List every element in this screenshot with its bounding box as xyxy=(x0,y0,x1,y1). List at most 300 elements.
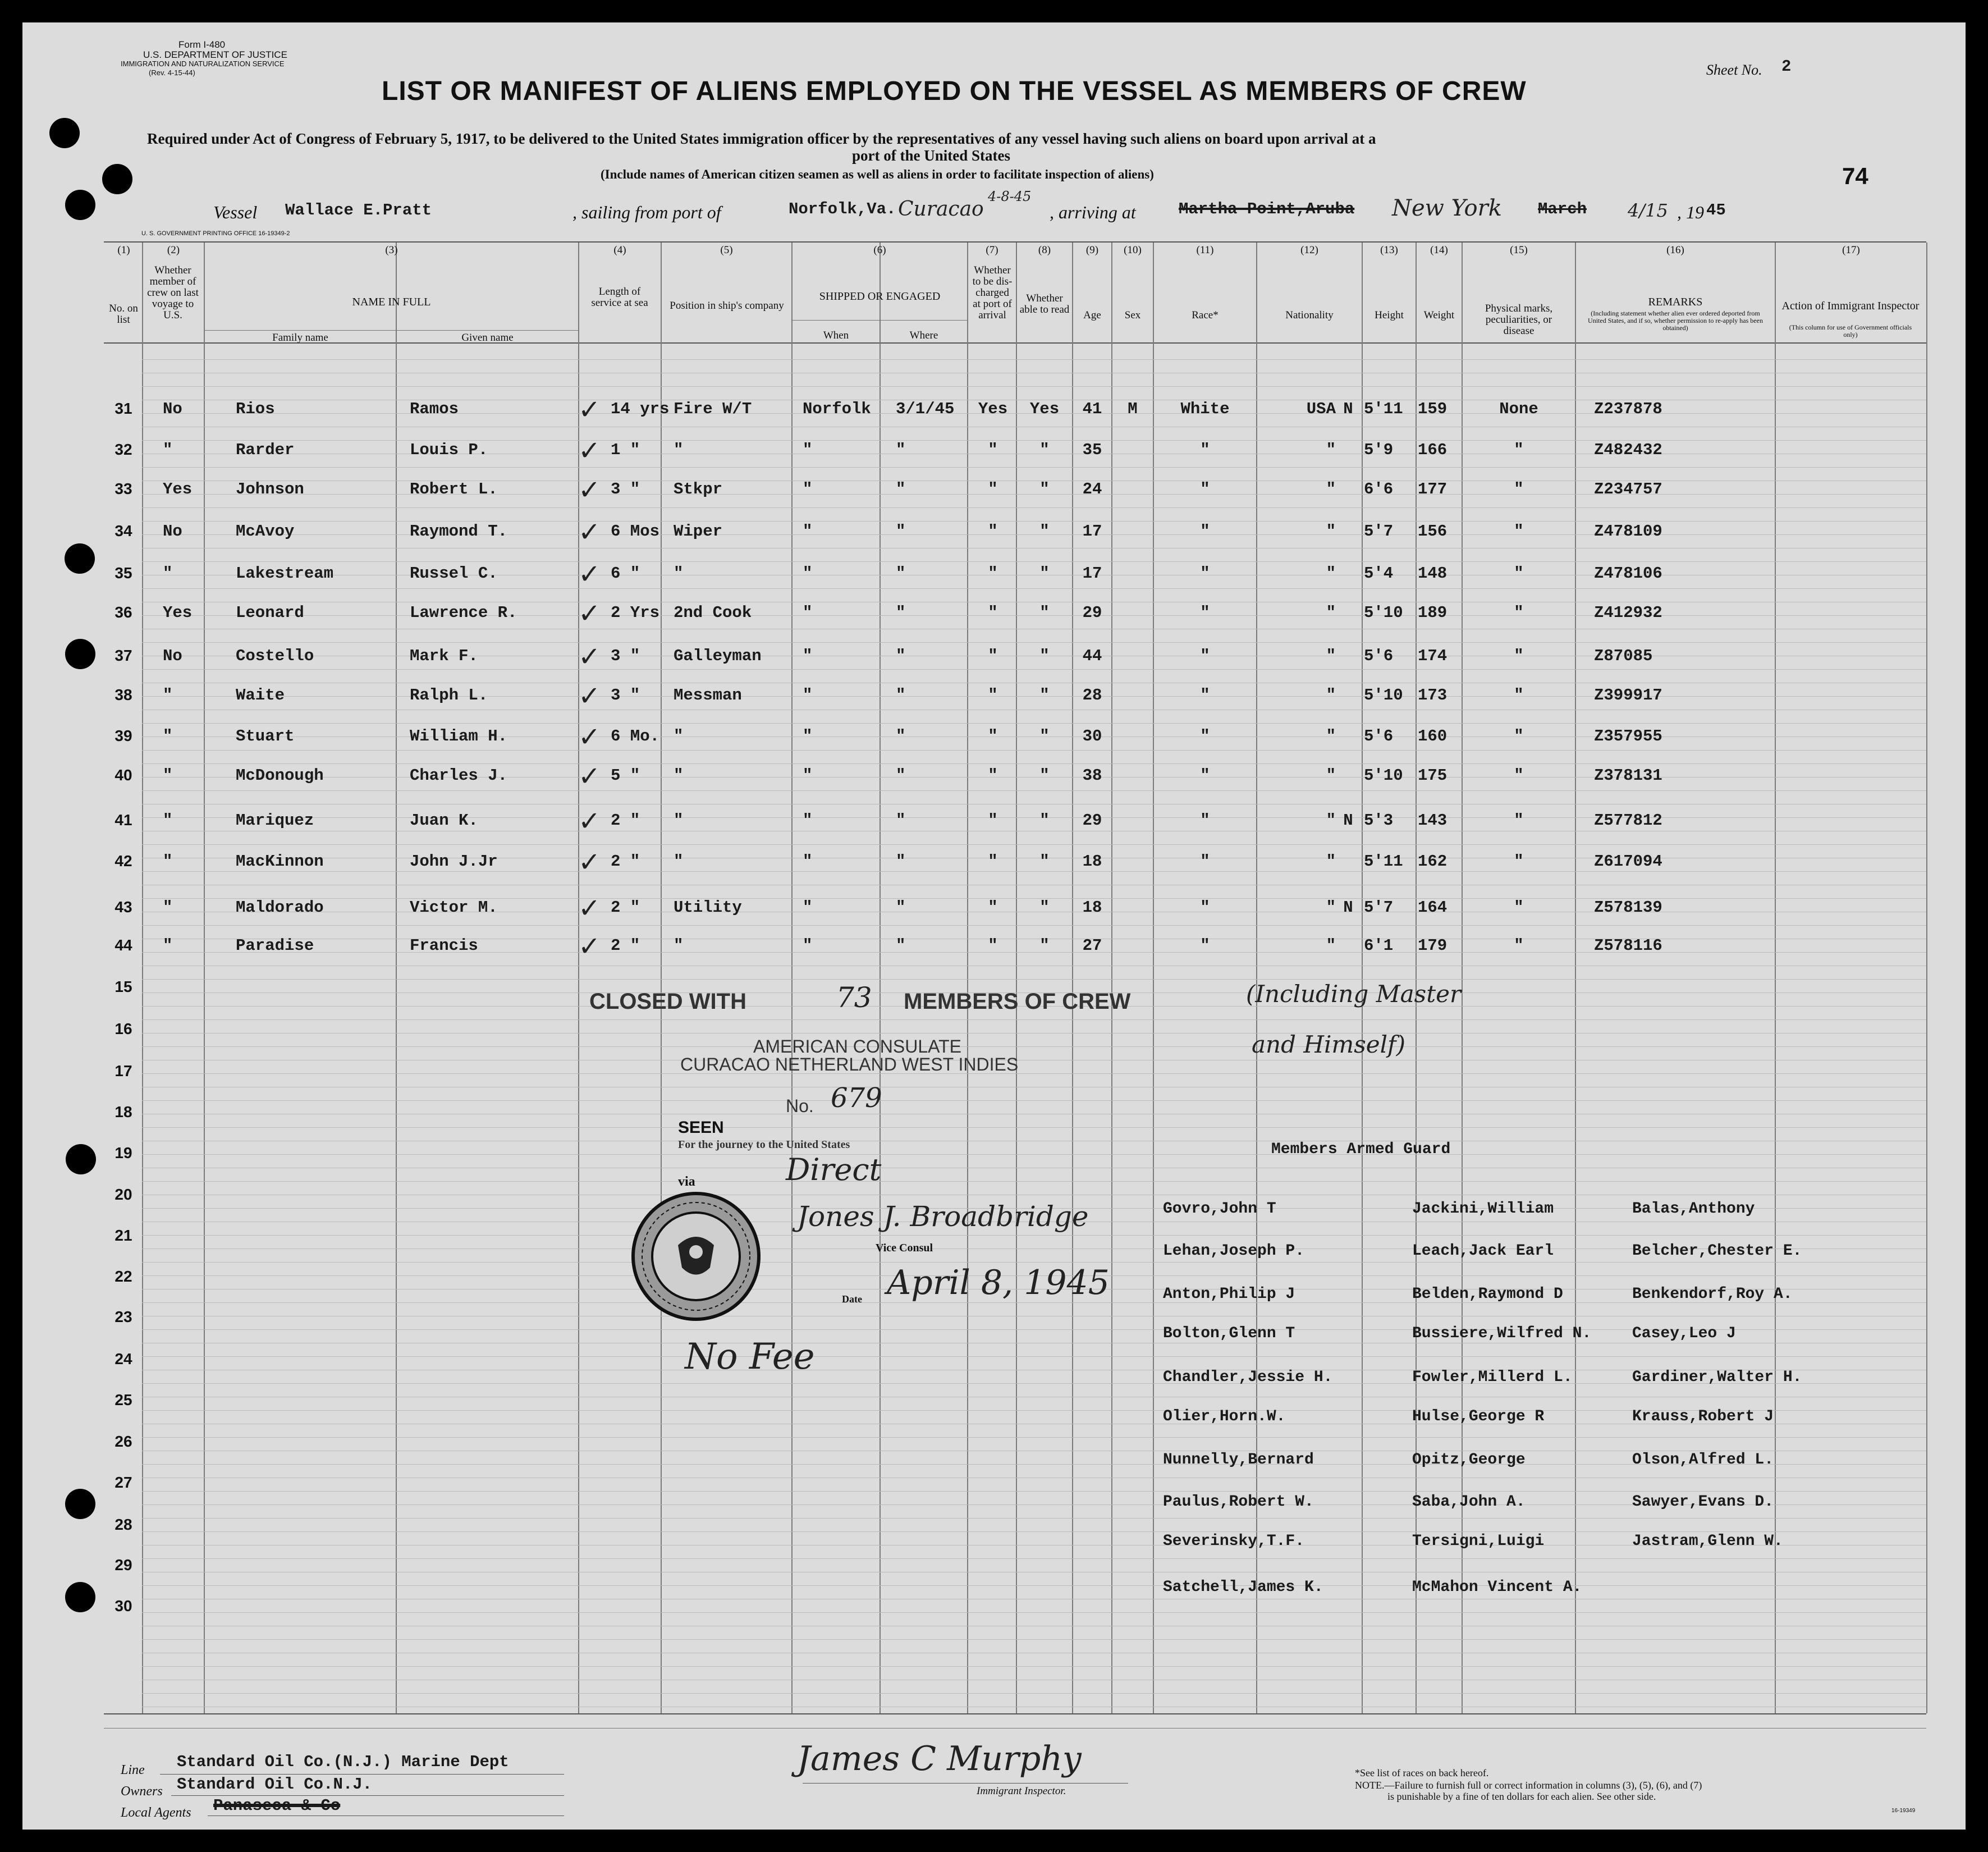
arrival-day: 4/15 xyxy=(1628,200,1668,221)
col-number: (14) xyxy=(1430,244,1448,256)
agents-label: Local Agents xyxy=(121,1805,191,1820)
cell-member-crew: " xyxy=(163,564,173,583)
cell-member-crew: " xyxy=(163,727,173,746)
header-when: When xyxy=(823,330,849,341)
cell-where: 3/1/45 xyxy=(896,400,955,418)
inspector-signature: James C Murphy xyxy=(797,1739,1082,1778)
arriving-struck: Martha Point,Aruba xyxy=(1179,200,1355,218)
cell-position: " xyxy=(674,811,684,830)
header-no-on-list: No. on list xyxy=(109,303,138,326)
cell-age: 35 xyxy=(1082,441,1102,459)
grid-line xyxy=(142,1491,1926,1492)
cell-discharged: " xyxy=(988,441,998,459)
cell-given-name: Juan K. xyxy=(410,811,478,830)
armed-guard-name: Satchell,James K. xyxy=(1163,1579,1323,1596)
cell-discharged: " xyxy=(988,811,998,830)
cell-race: " xyxy=(1200,727,1210,746)
grid-line xyxy=(142,521,1926,522)
row-number: 32 xyxy=(114,441,132,458)
cell-remarks: Z478106 xyxy=(1594,564,1662,583)
arriving-label: , arriving at xyxy=(1050,202,1136,222)
armed-guard-name: Lehan,Joseph P. xyxy=(1163,1242,1305,1260)
cell-length-service: 2 " xyxy=(611,898,640,917)
grid-line xyxy=(142,844,1926,845)
cell-weight: 160 xyxy=(1418,727,1448,746)
row-number: 21 xyxy=(114,1227,132,1244)
cell-nationality: " xyxy=(1326,936,1336,955)
cell-family-name: Stuart xyxy=(236,727,295,746)
grid-line xyxy=(142,669,1926,670)
cell-remarks: Z578116 xyxy=(1594,936,1662,955)
armed-guard-name: Saba,John A. xyxy=(1412,1493,1526,1511)
cell-age: 30 xyxy=(1082,727,1102,746)
cell-remarks: Z478109 xyxy=(1594,522,1662,541)
cell-physical: " xyxy=(1514,811,1524,830)
col-rule xyxy=(142,243,143,1713)
cell-weight: 177 xyxy=(1418,480,1448,499)
cell-when: " xyxy=(803,811,813,830)
armed-guard-name: Belden,Raymond D xyxy=(1412,1286,1563,1303)
row-number: 37 xyxy=(114,647,132,664)
owners-underline xyxy=(171,1795,564,1796)
cell-height: 5'11 xyxy=(1364,852,1403,871)
punch-hole xyxy=(102,164,132,194)
col-rule xyxy=(1575,243,1576,1713)
cell-discharged: Yes xyxy=(978,400,1008,418)
col-rule xyxy=(791,243,793,1713)
cell-age: 29 xyxy=(1082,811,1102,830)
check-mark-icon: ✓ xyxy=(578,599,601,629)
grid-line xyxy=(142,1612,1926,1613)
cell-race: " xyxy=(1200,766,1210,785)
cell-position: " xyxy=(674,727,684,746)
armed-guard-name: Chandler,Jessie H. xyxy=(1163,1369,1333,1386)
cell-member-crew: Yes xyxy=(163,480,193,499)
grid-line xyxy=(142,507,1926,508)
header-family-name: Family name xyxy=(272,332,328,344)
cell-height: 5'6 xyxy=(1364,727,1394,746)
cell-able-read: " xyxy=(1039,727,1050,746)
cell-nationality: " xyxy=(1326,898,1336,917)
cell-physical: " xyxy=(1514,898,1524,917)
via-value: Direct xyxy=(786,1152,882,1187)
cell-position: Fire W/T xyxy=(674,400,752,418)
row-number: 19 xyxy=(114,1144,132,1161)
cell-member-crew: No xyxy=(163,522,182,541)
cell-weight: 173 xyxy=(1418,686,1448,705)
cell-race: " xyxy=(1200,522,1210,541)
journey-text: For the journey to the United States xyxy=(678,1138,850,1151)
cell-when: " xyxy=(803,852,813,871)
col-number: (6) xyxy=(873,244,886,256)
armed-guard-name: Olson,Alfred L. xyxy=(1632,1451,1774,1469)
check-mark-icon: ✓ xyxy=(578,475,601,505)
cell-when: " xyxy=(803,686,813,705)
armed-guard-name: Bolton,Glenn T xyxy=(1163,1325,1295,1342)
header-where: Where xyxy=(909,330,938,341)
cell-race: " xyxy=(1200,564,1210,583)
check-mark-icon: ✓ xyxy=(578,894,601,923)
cell-able-read: " xyxy=(1039,564,1050,583)
cell-race: White xyxy=(1180,400,1230,418)
cell-position: " xyxy=(674,564,684,583)
row-number: 26 xyxy=(114,1433,132,1450)
cell-position: Utility xyxy=(674,898,742,917)
cell-member-crew: " xyxy=(163,852,173,871)
print-office: U. S. GOVERNMENT PRINTING OFFICE 16-19349-2 xyxy=(141,230,290,237)
cell-given-name: Victor M. xyxy=(410,898,498,917)
row-number: 16 xyxy=(114,1020,132,1037)
armed-guard-name: Olier,Horn.W. xyxy=(1163,1408,1286,1425)
grid-line xyxy=(142,467,1926,468)
punch-hole xyxy=(49,118,80,148)
cell-weight: 143 xyxy=(1418,811,1448,830)
grid-line xyxy=(142,925,1926,926)
name-header-rule xyxy=(205,330,578,331)
table-bottom-border xyxy=(104,1713,1926,1714)
grid-line xyxy=(142,1073,1926,1074)
col-number: (1) xyxy=(117,244,130,256)
armed-guard-name: McMahon Vincent A. xyxy=(1412,1579,1582,1596)
row-number: 23 xyxy=(114,1308,132,1325)
col-rule xyxy=(396,243,397,1713)
col-rule xyxy=(1256,243,1257,1713)
cell-where: " xyxy=(896,766,906,785)
form-revision: (Rev. 4-15-44) xyxy=(149,68,195,77)
cell-member-crew: " xyxy=(163,766,173,785)
cell-member-crew: Yes xyxy=(163,603,193,622)
header-race: Race* xyxy=(1192,309,1219,321)
row-number: 25 xyxy=(114,1391,132,1409)
cell-remarks: Z578139 xyxy=(1594,898,1662,917)
row-number: 18 xyxy=(114,1103,132,1121)
grid-line xyxy=(142,763,1926,764)
cell-given-name: William H. xyxy=(410,727,508,746)
header-action: Action of Immigrant Inspector xyxy=(1781,300,1920,312)
cell-family-name: Waite xyxy=(236,686,285,705)
cell-given-name: Francis xyxy=(410,936,478,955)
cell-length-service: 5 " xyxy=(611,766,640,785)
cell-nationality-mark: N xyxy=(1343,400,1353,418)
cell-position: Stkpr xyxy=(674,480,723,499)
members-of-crew-text: MEMBERS OF CREW xyxy=(904,989,1131,1014)
cell-discharged: " xyxy=(988,647,998,665)
cell-where: " xyxy=(896,603,906,622)
cell-position: Wiper xyxy=(674,522,723,541)
armed-guard-name: Govro,John T xyxy=(1163,1200,1276,1218)
cell-length-service: 2 " xyxy=(611,852,640,871)
grid-line xyxy=(142,386,1926,387)
cell-able-read: " xyxy=(1039,811,1050,830)
row-number: 41 xyxy=(114,811,132,829)
col-number: (10) xyxy=(1124,244,1142,256)
cell-height: 5'7 xyxy=(1364,522,1394,541)
cell-remarks: Z87085 xyxy=(1594,647,1653,665)
col-number: (7) xyxy=(986,244,998,256)
owners-label: Owners xyxy=(121,1784,163,1799)
header-member-crew: Whether member of crew on last voyage to U.S. xyxy=(147,264,199,321)
consular-seal-icon xyxy=(629,1189,763,1324)
row-number: 44 xyxy=(114,936,132,954)
cell-discharged: " xyxy=(988,564,998,583)
subtitle-line1: Required under Act of Congress of February 5, 1917, to be delivered to the United States immigration officer by the representatives of any vessel having such aliens on board upon arrival at a xyxy=(147,130,1376,147)
cell-race: " xyxy=(1200,603,1210,622)
col-number: (11) xyxy=(1196,244,1214,256)
cell-weight: 166 xyxy=(1418,441,1448,459)
page-title: LIST OR MANIFEST OF ALIENS EMPLOYED ON THE VESSEL AS MEMBERS OF CREW xyxy=(382,76,1527,106)
col-rule xyxy=(661,243,662,1713)
cell-discharged: " xyxy=(988,522,998,541)
col-number: (8) xyxy=(1038,244,1051,256)
grid-line xyxy=(142,1666,1926,1667)
col-number: (17) xyxy=(1842,244,1860,256)
cell-length-service: 2 " xyxy=(611,936,640,955)
row-number: 35 xyxy=(114,564,132,582)
grid-line xyxy=(142,1585,1926,1586)
armed-guard-name: Anton,Philip J xyxy=(1163,1286,1295,1303)
armed-guard-name: Hulse,George R xyxy=(1412,1408,1545,1425)
cell-age: 38 xyxy=(1082,766,1102,785)
col-number: (2) xyxy=(167,244,180,256)
cell-age: 28 xyxy=(1082,686,1102,705)
cell-discharged: " xyxy=(988,852,998,871)
cell-length-service: 6 " xyxy=(611,564,640,583)
cell-given-name: Ramos xyxy=(410,400,459,418)
cell-race: " xyxy=(1200,811,1210,830)
cell-nationality-mark: N xyxy=(1343,811,1353,830)
cell-length-service: 6 Mo. xyxy=(611,727,660,746)
armed-guard-name: Bussiere,Wilfred N. xyxy=(1412,1325,1592,1342)
cell-remarks: Z378131 xyxy=(1594,766,1662,785)
cell-when: Norfolk xyxy=(803,400,871,418)
cell-weight: 156 xyxy=(1418,522,1448,541)
sheet-label: Sheet No. xyxy=(1706,62,1762,78)
cell-nationality-mark: N xyxy=(1343,898,1353,917)
row-number: 24 xyxy=(114,1350,132,1368)
check-mark-icon: ✓ xyxy=(578,932,601,962)
check-mark-icon: ✓ xyxy=(578,436,601,466)
header-height: Height xyxy=(1375,309,1404,321)
check-mark-icon: ✓ xyxy=(578,642,601,672)
header-action-sub: (This column for use of Government officials only) xyxy=(1789,323,1912,339)
manifest-sheet xyxy=(22,22,1966,1830)
col-number: (4) xyxy=(613,244,626,256)
armed-guard-name: Benkendorf,Roy A. xyxy=(1632,1286,1793,1303)
cell-able-read: " xyxy=(1039,441,1050,459)
cell-race: " xyxy=(1200,898,1210,917)
header-position: Position in ship's company xyxy=(670,300,784,312)
col-rule xyxy=(1775,243,1776,1713)
subtitle-line2: port of the United States xyxy=(852,147,1010,164)
header-shipped-engaged: SHIPPED OR ENGAGED xyxy=(819,290,941,303)
check-mark-icon: ✓ xyxy=(578,395,601,425)
col-number: (5) xyxy=(720,244,733,256)
cell-nationality: " xyxy=(1326,441,1336,459)
grid-line xyxy=(142,1437,1926,1438)
armed-guard-name: Casey,Leo J xyxy=(1632,1325,1736,1342)
cell-where: " xyxy=(896,898,906,917)
check-mark-icon: ✓ xyxy=(578,762,601,792)
grid-line xyxy=(142,979,1926,980)
cell-weight: 175 xyxy=(1418,766,1448,785)
fee-text: No Fee xyxy=(685,1336,815,1378)
cell-discharged: " xyxy=(988,898,998,917)
cell-able-read: " xyxy=(1039,647,1050,665)
cell-nationality: " xyxy=(1326,811,1336,830)
row-number: 38 xyxy=(114,686,132,703)
cell-when: " xyxy=(803,898,813,917)
cell-physical: " xyxy=(1514,686,1524,705)
cell-family-name: Mariquez xyxy=(236,811,314,830)
cell-when: " xyxy=(803,441,813,459)
cell-position: " xyxy=(674,766,684,785)
check-mark-icon: ✓ xyxy=(578,560,601,589)
cell-position: " xyxy=(674,936,684,955)
closing-note-1: (Including Master xyxy=(1246,980,1462,1008)
grid-line xyxy=(142,790,1926,791)
grid-line xyxy=(142,1356,1926,1357)
cell-weight: 179 xyxy=(1418,936,1448,955)
cell-age: 44 xyxy=(1082,647,1102,665)
col-rule xyxy=(204,243,205,1713)
cell-able-read: " xyxy=(1039,898,1050,917)
cell-member-crew: " xyxy=(163,686,173,705)
col-rule xyxy=(1111,243,1112,1713)
grid-line xyxy=(142,1518,1926,1519)
cell-family-name: Leonard xyxy=(236,603,304,622)
cell-race: " xyxy=(1200,441,1210,459)
cell-age: 24 xyxy=(1082,480,1102,499)
cell-family-name: Rarder xyxy=(236,441,295,459)
arrival-month: March xyxy=(1538,200,1587,218)
cell-family-name: Paradise xyxy=(236,936,314,955)
closing-note-2: and Himself) xyxy=(1252,1031,1405,1058)
grid-line xyxy=(142,1154,1926,1155)
cell-position: Galleyman xyxy=(674,647,762,665)
armed-guard-name: Nunnelly,Bernard xyxy=(1163,1451,1314,1469)
cell-able-read: " xyxy=(1039,936,1050,955)
closed-with-text: CLOSED WITH xyxy=(589,989,746,1014)
footnote-penalty-2: is punishable by a fine of ten dollars for each alien. See other side. xyxy=(1387,1791,1656,1802)
cell-weight: 162 xyxy=(1418,852,1448,871)
col-rule xyxy=(1362,243,1363,1713)
footnote-races: *See list of races on back hereof. xyxy=(1355,1767,1489,1778)
cell-discharged: " xyxy=(988,936,998,955)
header-remarks: REMARKS xyxy=(1648,296,1703,308)
cell-family-name: Johnson xyxy=(236,480,304,499)
cell-where: " xyxy=(896,852,906,871)
owners-value: Standard Oil Co.N.J. xyxy=(177,1775,373,1794)
cell-when: " xyxy=(803,522,813,541)
cell-nationality: " xyxy=(1326,480,1336,499)
cell-physical: " xyxy=(1514,564,1524,583)
cell-age: 18 xyxy=(1082,898,1102,917)
cell-physical: " xyxy=(1514,727,1524,746)
row-number: 27 xyxy=(114,1474,132,1491)
cell-discharged: " xyxy=(988,603,998,622)
cell-race: " xyxy=(1200,852,1210,871)
cell-length-service: 2 Yrs xyxy=(611,603,660,622)
cell-able-read: Yes xyxy=(1029,400,1060,418)
cell-nationality: " xyxy=(1326,766,1336,785)
row-number: 20 xyxy=(114,1186,132,1203)
sailing-port-typed: Norfolk,Va. xyxy=(789,200,896,218)
check-mark-icon: ✓ xyxy=(578,848,601,877)
header-discharged: Whether to be dis-charged at port of arrival xyxy=(972,264,1013,321)
row-number: 17 xyxy=(114,1062,132,1080)
cell-weight: 148 xyxy=(1418,564,1448,583)
punch-hole xyxy=(65,1582,95,1612)
armed-guard-name: Gardiner,Walter H. xyxy=(1632,1369,1802,1386)
seen-label: SEEN xyxy=(678,1118,724,1137)
cell-height: 5'7 xyxy=(1364,898,1394,917)
vessel-label: Vessel xyxy=(213,202,258,222)
cell-physical: None xyxy=(1499,400,1538,418)
armed-guard-name: Belcher,Chester E. xyxy=(1632,1242,1802,1260)
col-rule xyxy=(1072,243,1073,1713)
cell-member-crew: No xyxy=(163,647,182,665)
form-code: 16-19349 xyxy=(1891,1808,1916,1814)
cell-discharged: " xyxy=(988,480,998,499)
form-department: U.S. DEPARTMENT OF JUSTICE xyxy=(143,49,287,60)
cell-age: 17 xyxy=(1082,522,1102,541)
cell-where: " xyxy=(896,727,906,746)
cell-remarks: Z237878 xyxy=(1594,400,1662,418)
check-mark-icon: ✓ xyxy=(578,682,601,711)
cell-height: 5'6 xyxy=(1364,647,1394,665)
sailing-date-handwritten: 4-8-45 xyxy=(988,189,1032,204)
cell-nationality: " xyxy=(1326,522,1336,541)
cell-length-service: 6 Mos xyxy=(611,522,660,541)
cell-physical: " xyxy=(1514,936,1524,955)
cell-when: " xyxy=(803,564,813,583)
col-number: (9) xyxy=(1085,244,1099,256)
cell-length-service: 2 " xyxy=(611,811,640,830)
grid-line xyxy=(142,1531,1926,1532)
cell-member-crew: " xyxy=(163,811,173,830)
row-number: 40 xyxy=(114,766,132,784)
line-label: Line xyxy=(121,1763,145,1777)
cell-given-name: Louis P. xyxy=(410,441,488,459)
cell-able-read: " xyxy=(1039,522,1050,541)
cell-where: " xyxy=(896,647,906,665)
armed-guard-name: Severinsky,T.F. xyxy=(1163,1533,1305,1550)
cell-where: " xyxy=(896,441,906,459)
check-mark-icon: ✓ xyxy=(578,518,601,547)
punch-hole xyxy=(65,639,95,669)
cell-height: 5'10 xyxy=(1364,686,1403,705)
cell-age: 18 xyxy=(1082,852,1102,871)
cell-physical: " xyxy=(1514,522,1524,541)
cell-nationality: " xyxy=(1326,686,1336,705)
cell-where: " xyxy=(896,686,906,705)
cell-nationality: " xyxy=(1326,603,1336,622)
header-length-service: Length of service at sea xyxy=(591,286,648,309)
grid-line xyxy=(142,1046,1926,1047)
cell-position: " xyxy=(674,441,684,459)
check-mark-icon: ✓ xyxy=(578,807,601,836)
cell-discharged: " xyxy=(988,766,998,785)
cell-physical: " xyxy=(1514,647,1524,665)
cell-member-crew: No xyxy=(163,400,182,418)
cell-where: " xyxy=(896,522,906,541)
consul-signature: Jones J. Broadbridge xyxy=(797,1200,1089,1233)
cell-height: 5'11 xyxy=(1364,400,1403,418)
armed-guard-name: Paulus,Robert W. xyxy=(1163,1493,1314,1511)
cell-race: " xyxy=(1200,480,1210,499)
row-number: 39 xyxy=(114,727,132,744)
armed-guard-name: Opitz,George xyxy=(1412,1451,1526,1469)
